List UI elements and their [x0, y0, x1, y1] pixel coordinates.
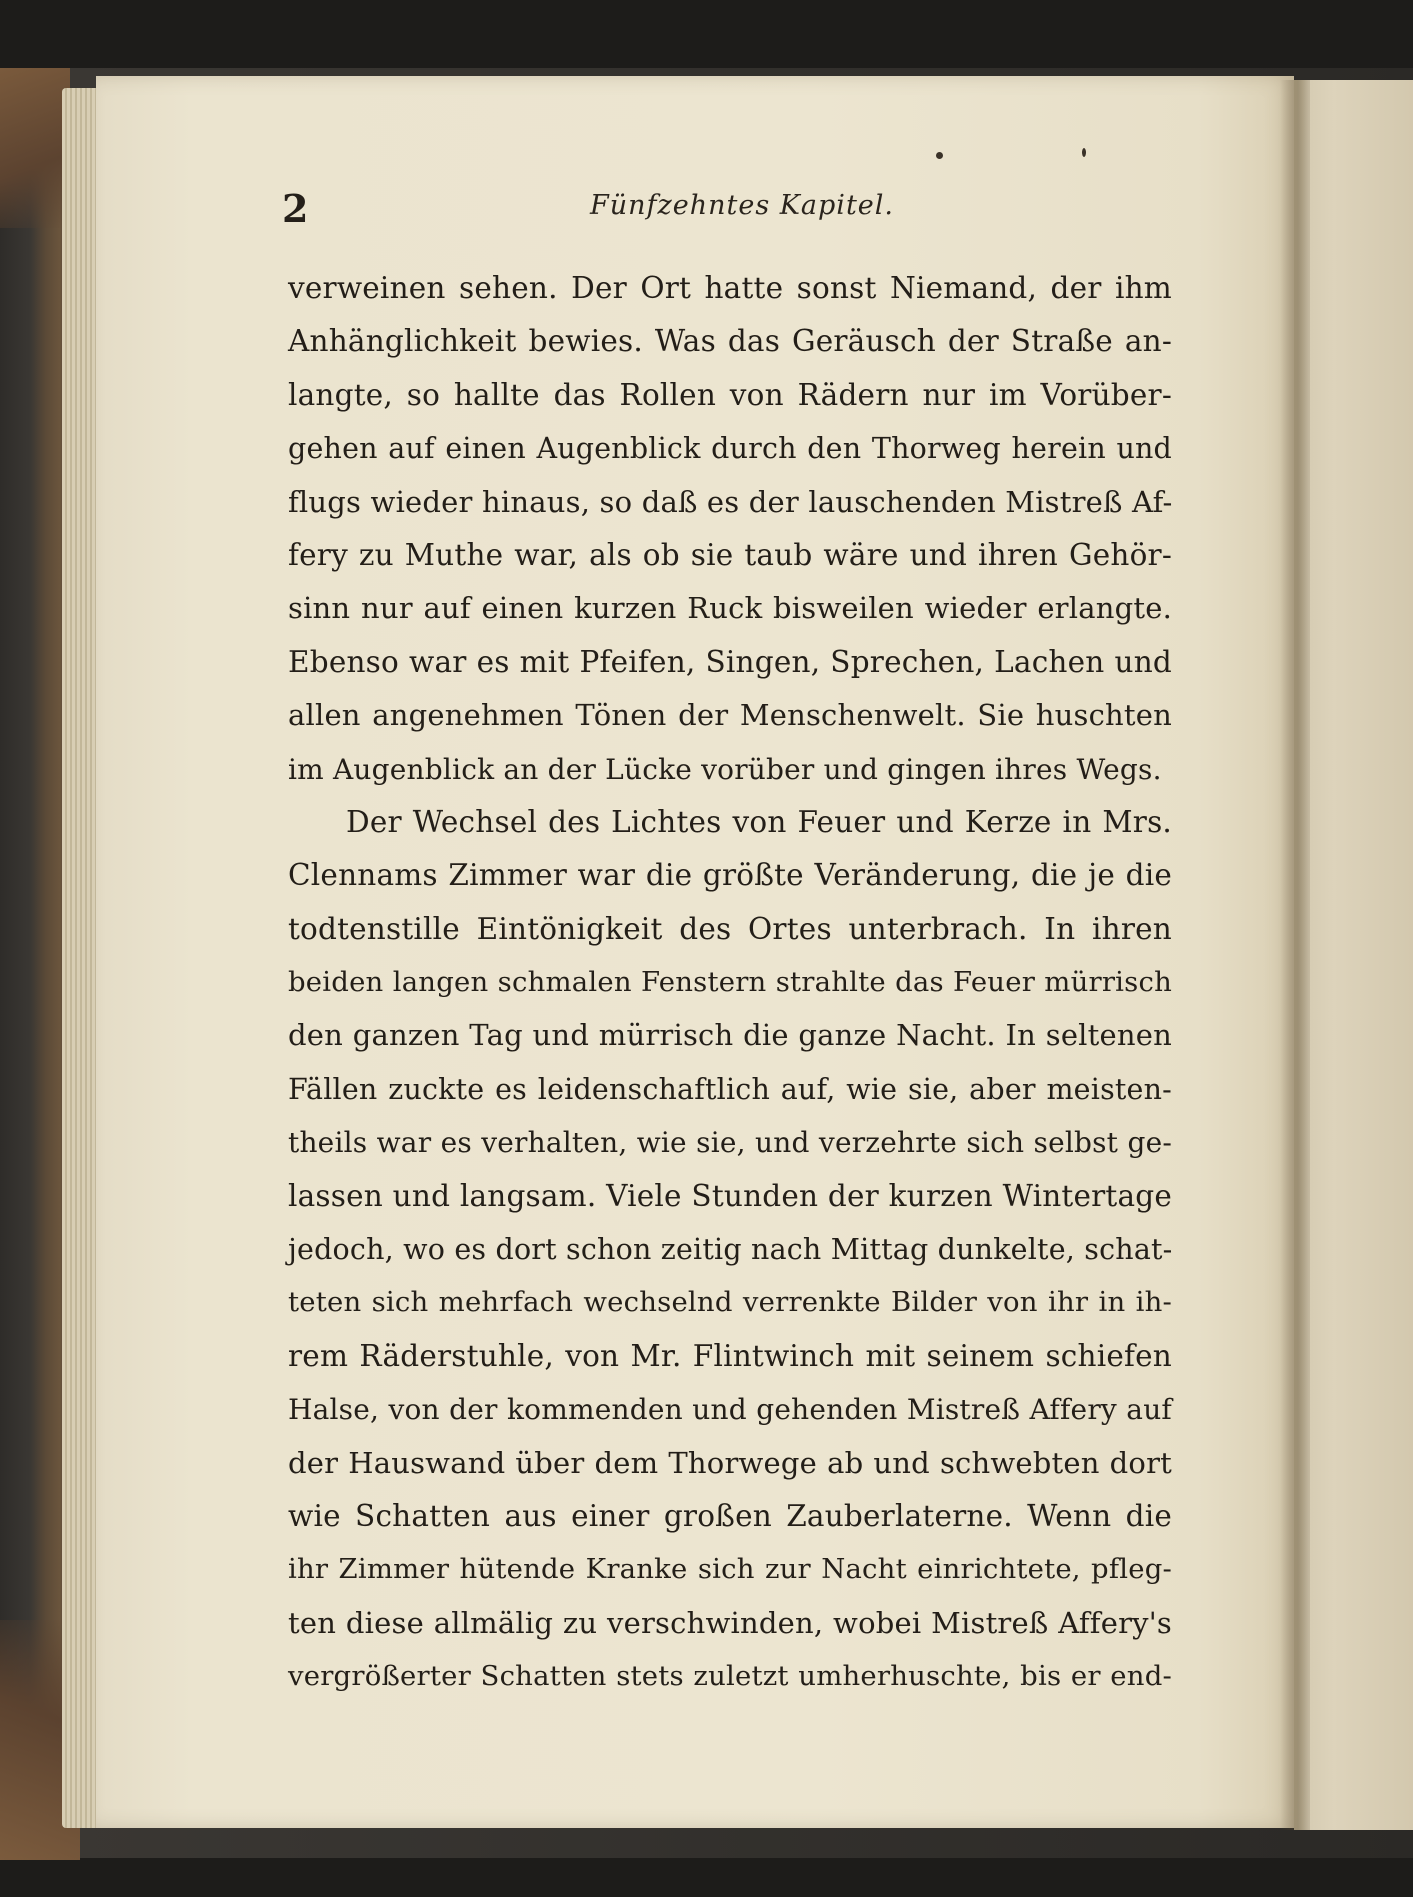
text-line: der Hauswand über dem Thorwege ab und schwebten dort [288, 1445, 1172, 1480]
text-line: ihr Zimmer hütende Kranke sich zur Nacht einrichtete, pfleg- [288, 1553, 1172, 1586]
text-line: im Augenblick an der Lücke vorüber und gingen ihres Wegs. [288, 752, 1162, 786]
ink-fleck [1082, 148, 1086, 157]
text-line: lassen und langsam. Viele Stunden der kurzen Wintertage [288, 1178, 1172, 1213]
text-line: flugs wieder hinaus, so daß es der lauschenden Mistreß Af- [288, 484, 1173, 519]
text-line: Fällen zuckte es leidenschaftlich auf, wie sie, aber meisten- [288, 1072, 1172, 1106]
text-line: fery zu Muthe war, als ob sie taub wäre und ihren Gehör- [288, 537, 1172, 572]
text-line: den ganzen Tag und mürrisch die ganze Nacht. In seltenen [288, 1018, 1172, 1053]
ink-fleck [936, 152, 943, 159]
text-line: theils war es verhalten, wie sie, und verzehrte sich selbst ge- [288, 1126, 1172, 1160]
text-line: langte, so hallte das Rollen von Rädern nur im Vorüber- [288, 377, 1172, 412]
cover-corner-top [0, 68, 70, 228]
text-line: Der Wechsel des Lichtes von Feuer und Kerze in Mrs. [346, 804, 1172, 839]
text-line: teten sich mehrfach wechselnd verrenkte Bilder von ihr in ih- [288, 1286, 1172, 1319]
text-line: gehen auf einen Augenblick durch den Thorweg herein und [288, 432, 1172, 466]
facing-page [1294, 80, 1413, 1830]
text-line: verweinen sehen. Der Ort hatte sonst Niemand, der ihm [288, 271, 1172, 305]
running-title: Fünfzehntes Kapitel. [590, 190, 894, 221]
text-line: wie Schatten aus einer großen Zauberlaterne. Wenn die [288, 1498, 1172, 1533]
text-line: Clennams Zimmer war die größte Veränderung, die je die [288, 858, 1172, 893]
gutter-shadow [1280, 80, 1310, 1830]
text-line: sinn nur auf einen kurzen Ruck bisweilen wieder erlangte. [288, 591, 1172, 626]
text-line: beiden langen schmalen Fenstern strahlte das Feuer mürrisch [288, 966, 1172, 999]
text-line: todtenstille Eintönigkeit des Ortes unterbrach. In ihren [288, 911, 1172, 946]
text-line: allen angenehmen Tönen der Menschenwelt. Sie huschten [288, 698, 1172, 733]
text-line: jedoch, wo es dort schon zeitig nach Mittag dunkelte, schat- [288, 1233, 1173, 1267]
text-line: Ebenso war es mit Pfeifen, Singen, Sprechen, Lachen und [288, 644, 1172, 679]
text-line: rem Räderstuhle, von Mr. Flintwinch mit seinem schiefen [288, 1338, 1172, 1373]
text-line: Halse, von der kommenden und gehenden Mistreß Affery auf [288, 1393, 1172, 1427]
page-number: 2 [282, 186, 309, 231]
body-text [288, 262, 1172, 1704]
text-line: vergrößerter Schatten stets zuletzt umherhuschte, bis er end- [288, 1660, 1172, 1693]
text-line: ten diese allmälig zu verschwinden, wobei Mistreß Affery's [288, 1605, 1172, 1640]
text-line: Anhänglichkeit bewies. Was das Geräusch der Straße an- [288, 324, 1172, 359]
